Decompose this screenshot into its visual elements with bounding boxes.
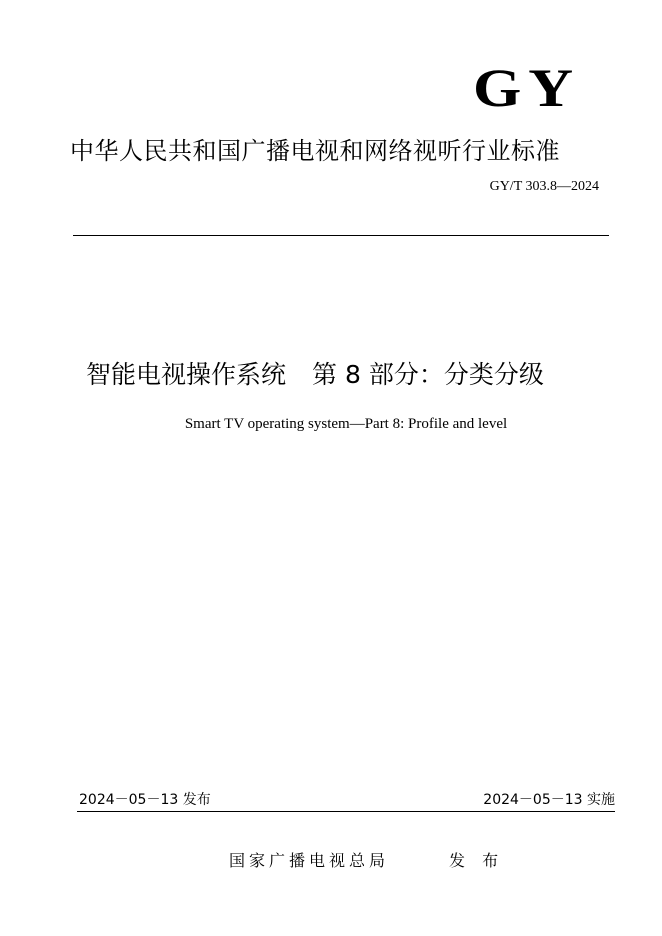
chinese-title-part: 第 8 部分：分类分级 — [312, 360, 544, 389]
industry-standard-title: 中华人民共和国广播电视和网络视听行业标准 — [70, 137, 560, 165]
standard-code: GY/T 303.8—2024 — [489, 179, 599, 194]
issue-label: 发 布 — [449, 851, 505, 870]
english-title: Smart TV operating system—Part 8: Profile and level — [184, 416, 508, 432]
issuing-authority: 国家广播电视总局 — [229, 851, 390, 870]
top-divider — [73, 235, 609, 236]
bottom-divider — [77, 811, 615, 812]
release-date: 2024－05－13 发布 — [79, 792, 211, 808]
chinese-title — [86, 357, 616, 393]
implement-date: 2024－05－13 实施 — [483, 792, 615, 808]
gy-logo: GY — [473, 58, 580, 118]
chinese-title-main: 智能电视操作系统 — [86, 360, 287, 389]
